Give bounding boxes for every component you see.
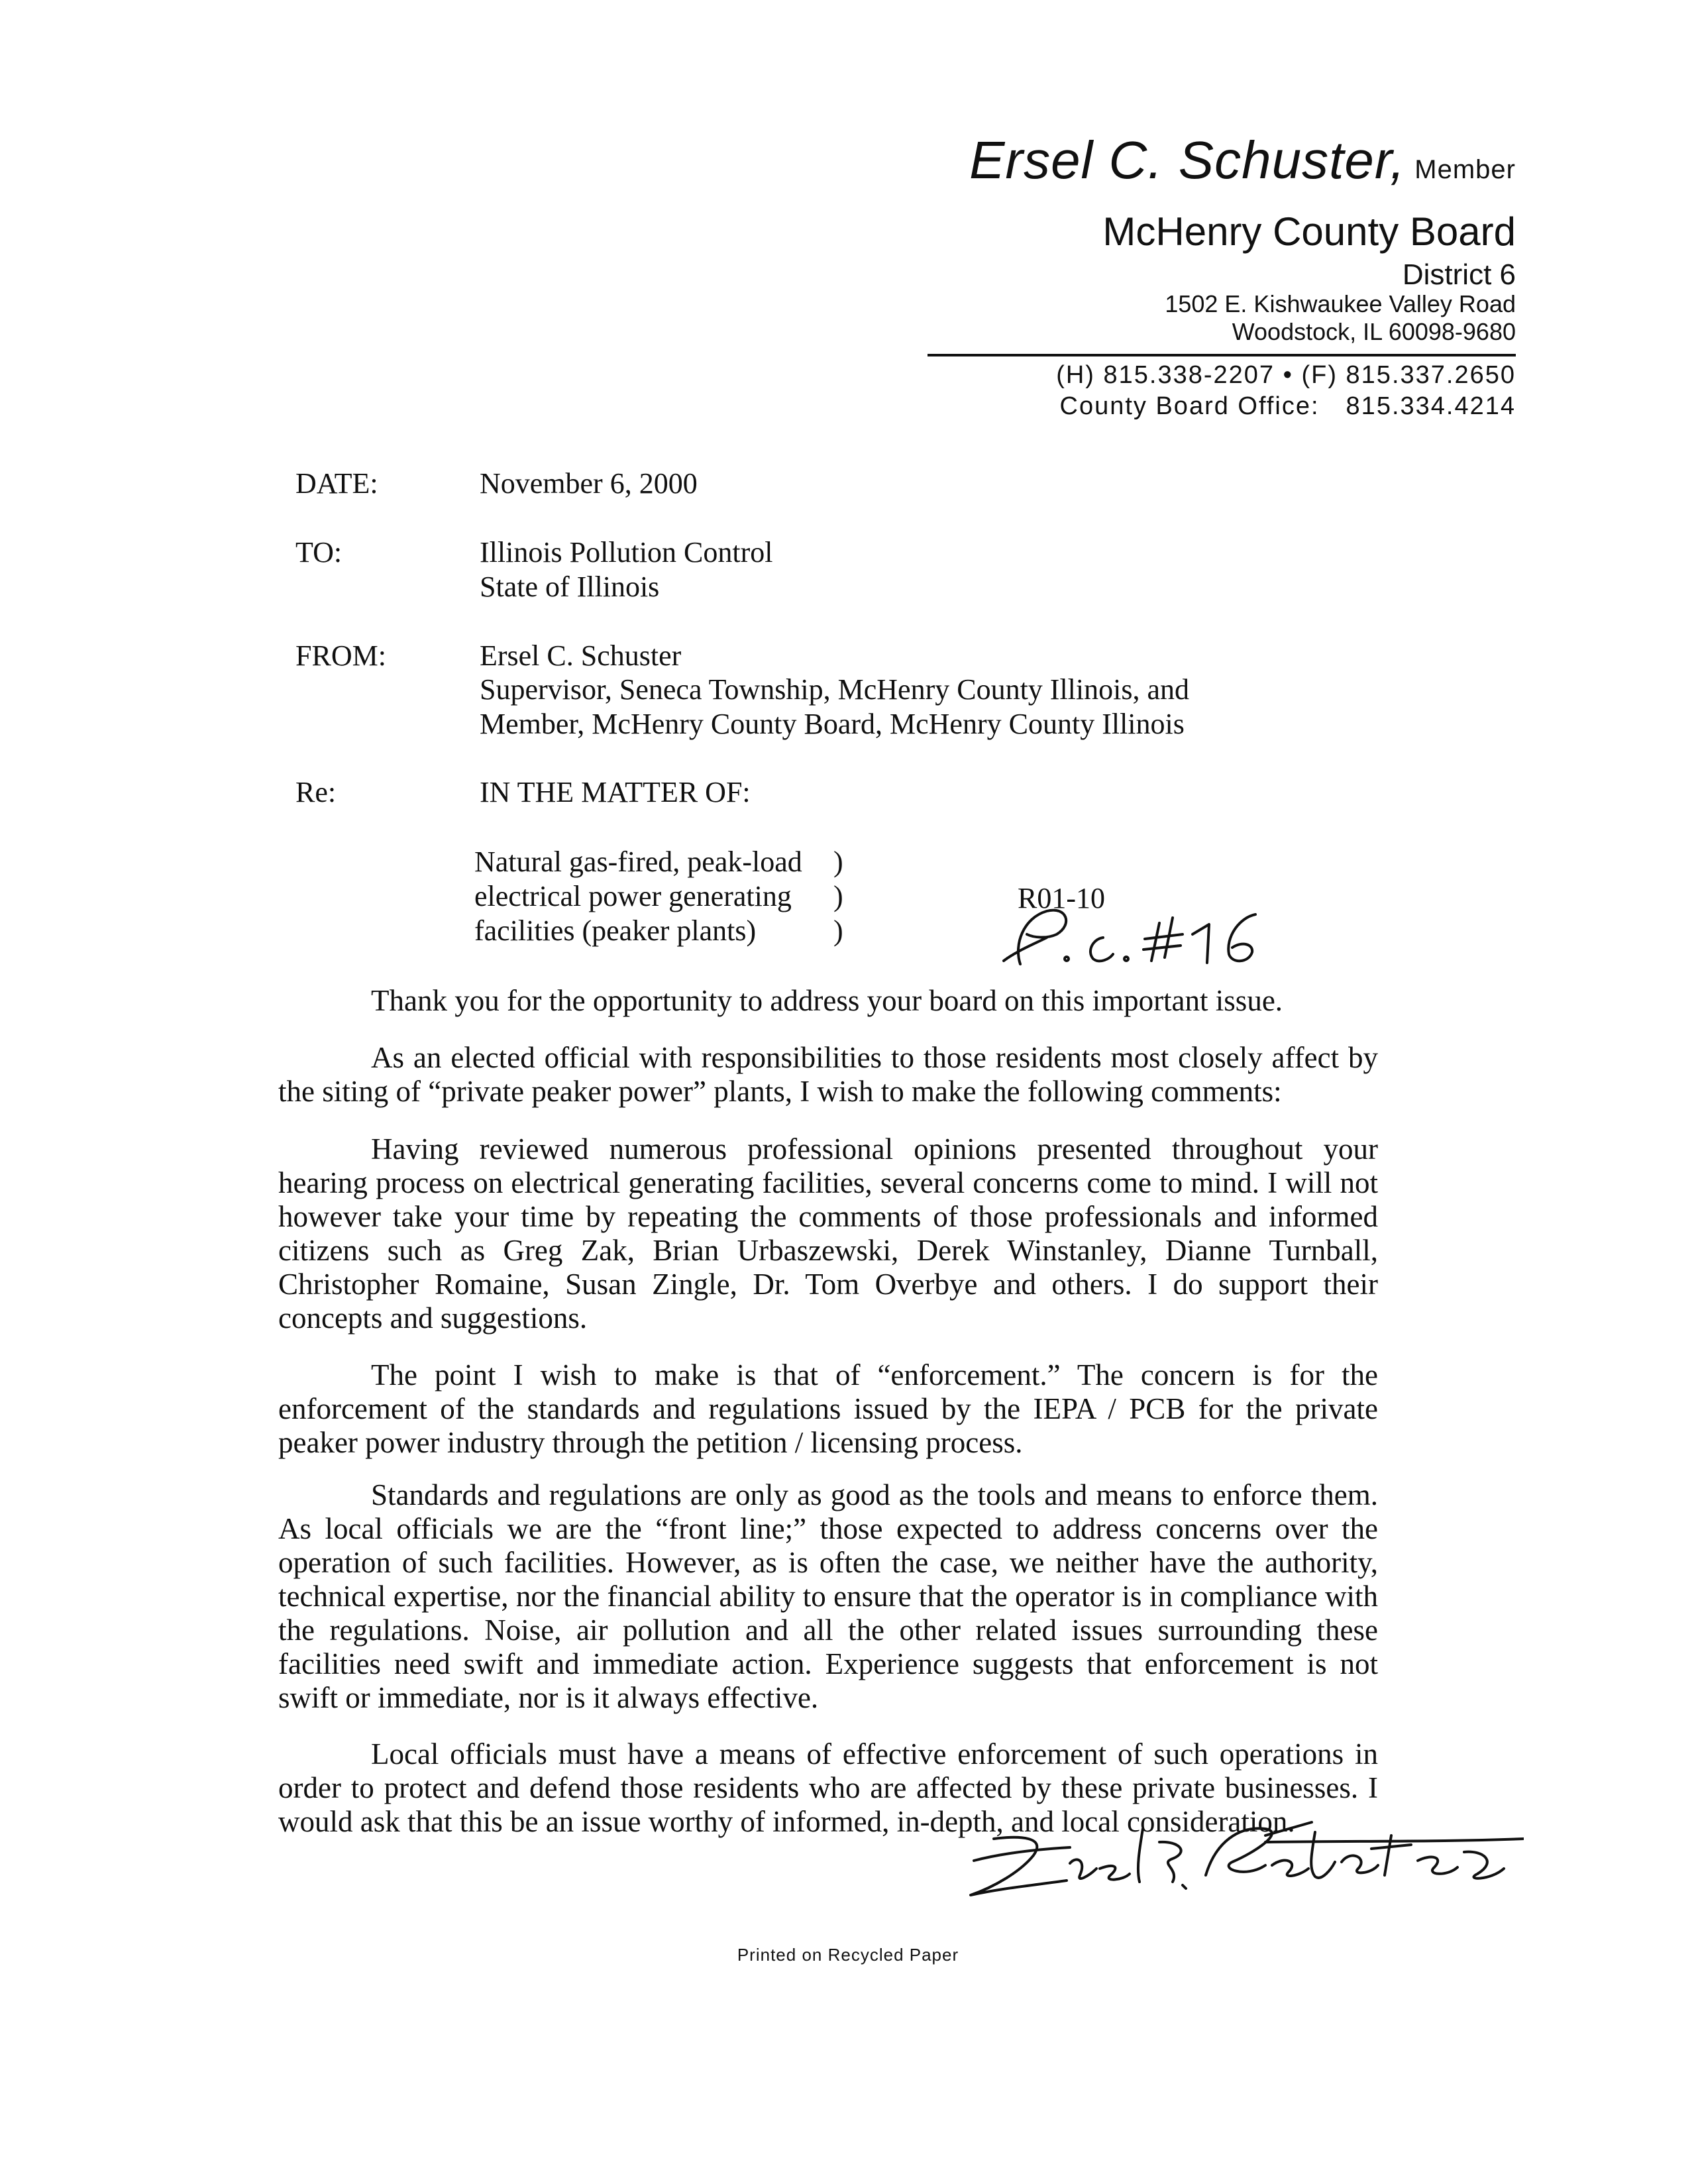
- letterhead-name: [969, 130, 1516, 191]
- date-label: DATE:: [295, 467, 378, 500]
- letterhead-phone: (H) 815.338-2207 • (F) 815.337.2650: [1056, 361, 1516, 389]
- from-line-1: Ersel C. Schuster: [480, 639, 682, 672]
- letterhead-office: [1060, 392, 1516, 421]
- paragraph-1: Thank you for the opportunity to address your board on this important issue.: [371, 984, 1283, 1017]
- bracket-paren-2: ): [833, 880, 843, 912]
- matter-line-1: Natural gas-fired, peak-load: [474, 846, 802, 878]
- paragraph-5: Standards and regulations are only as good as the tools and means to enforce them. As local officials we are the “front line;” those expected to address concerns over the operation of such facilities. However, as is often the case, we neither have the authority, technical expertise, nor the financial ability to ensure that the operator is in compliance with the regulations. Noise, air pollution and all the other related issues surrounding these facilities need swift and immediate action. Experience suggests that enforcement is not swift or immediate, nor is it always effective.: [278, 1478, 1378, 1714]
- letterhead-member-title: Member: [1414, 155, 1516, 184]
- letterhead-road: 1502 E. Kishwaukee Valley Road: [1165, 290, 1516, 317]
- letterhead-name-text: Ersel C. Schuster,: [969, 131, 1406, 190]
- from-line-2: Supervisor, Seneca Township, McHenry County Illinois, and: [480, 673, 1189, 706]
- recycled-paper-footer: Printed on Recycled Paper: [737, 1945, 959, 1965]
- handwritten-note-mark: [994, 898, 1285, 971]
- docket-number: R01-10: [1018, 882, 1105, 914]
- letterhead-board: McHenry County Board: [1102, 209, 1516, 254]
- re-label: Re:: [295, 776, 337, 808]
- letterhead-office-phone: 815.334.4214: [1346, 392, 1516, 420]
- matter-line-2: electrical power generating: [474, 880, 792, 912]
- matter-line-3: facilities (peaker plants): [474, 914, 757, 947]
- paragraph-3: Having reviewed numerous professional opinions presented throughout your hearing process on electrical generating facilities, several concerns come to mind. I will not however take your time by repeating the comments of those professionals and informed citizens such as Greg Zak, Brian Urbaszewski, Derek Winstanley, Dianne Turnball, Christopher Romaine, Susan Zingle, Dr. Tom Overbye and others. I do support their concepts and suggestions.: [278, 1132, 1378, 1335]
- from-label: FROM:: [295, 639, 386, 672]
- re-text: IN THE MATTER OF:: [480, 776, 751, 808]
- letterhead-divider: [928, 354, 1516, 356]
- to-line-2: State of Illinois: [480, 571, 660, 603]
- letterhead-district: District 6: [1402, 258, 1516, 291]
- letterhead-office-label: County Board Office:: [1059, 392, 1320, 420]
- from-line-3: Member, McHenry County Board, McHenry County Illinois: [480, 708, 1185, 740]
- to-label: TO:: [295, 536, 343, 569]
- signature-image: [954, 1802, 1524, 1915]
- paragraph-6: Local officials must have a means of effective enforcement of such operations in order to protect and defend those residents who are affected by these private businesses. I would ask that this be an issue worthy of informed, in-depth, and local consideration.: [278, 1737, 1378, 1838]
- paragraph-2: As an elected official with responsibilities to those residents most closely affect by the siting of “private peaker power” plants, I wish to make the following comments:: [278, 1041, 1378, 1108]
- letterhead-town: Woodstock, IL 60098-9680: [1232, 318, 1516, 345]
- date-value: November 6, 2000: [480, 467, 698, 500]
- to-line-1: Illinois Pollution Control: [480, 536, 773, 569]
- paragraph-4: The point I wish to make is that of “enforcement.” The concern is for the enforcement of the standards and regulations issued by the IEPA / PCB for the private peaker power industry through the petition / licensing process.: [278, 1358, 1378, 1459]
- bracket-paren-3: ): [833, 914, 843, 947]
- bracket-paren-1: ): [833, 846, 843, 878]
